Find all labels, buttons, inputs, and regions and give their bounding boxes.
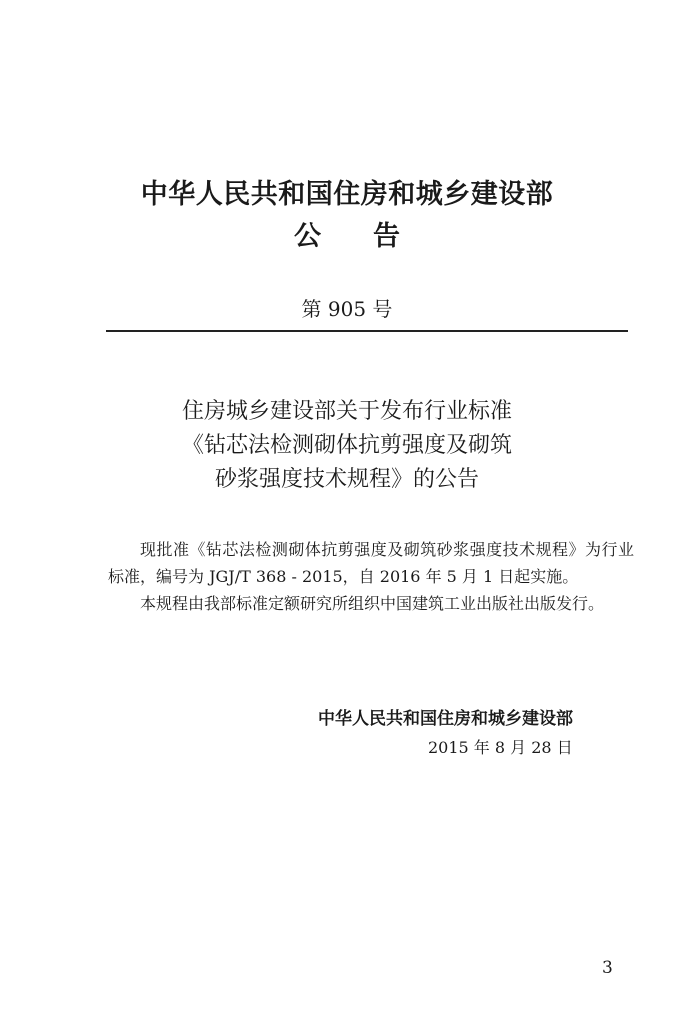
header-divider — [106, 330, 628, 332]
document-number: 第 905 号 — [301, 297, 393, 321]
title-line-1: 住房城乡建设部关于发布行业标准 — [181, 399, 512, 424]
issuer-signature: 中华人民共和国住房和城乡建设部 — [318, 709, 573, 729]
announcement-heading — [0, 214, 694, 253]
ministry-heading: 中华人民共和国住房和城乡建设部 — [140, 179, 554, 210]
title-line-3: 砂浆强度技术规程》的公告 — [214, 467, 479, 492]
body-paragraph-1: 现批准《钻芯法检测砌体抗剪强度及砌筑砂浆强度技术规程》为行业标准，编号为 JGJ/T 368 - 2015，自 2016 年 5 月 1 日起实施。 — [108, 540, 634, 586]
announcement-body — [108, 536, 634, 617]
issue-date: 2015 年 8 月 28 日 — [428, 738, 573, 757]
title-line-2: 《钻芯法检测砌体抗剪强度及砌筑 — [181, 433, 512, 458]
page-number: 3 — [602, 958, 613, 978]
body-paragraph-2: 本规程由我部标准定额研究所组织中国建筑工业出版社出版发行。 — [140, 594, 605, 613]
announcement-char-1: 公 — [294, 221, 321, 252]
announcement-title — [0, 395, 694, 497]
announcement-char-2: 告 — [373, 221, 400, 252]
